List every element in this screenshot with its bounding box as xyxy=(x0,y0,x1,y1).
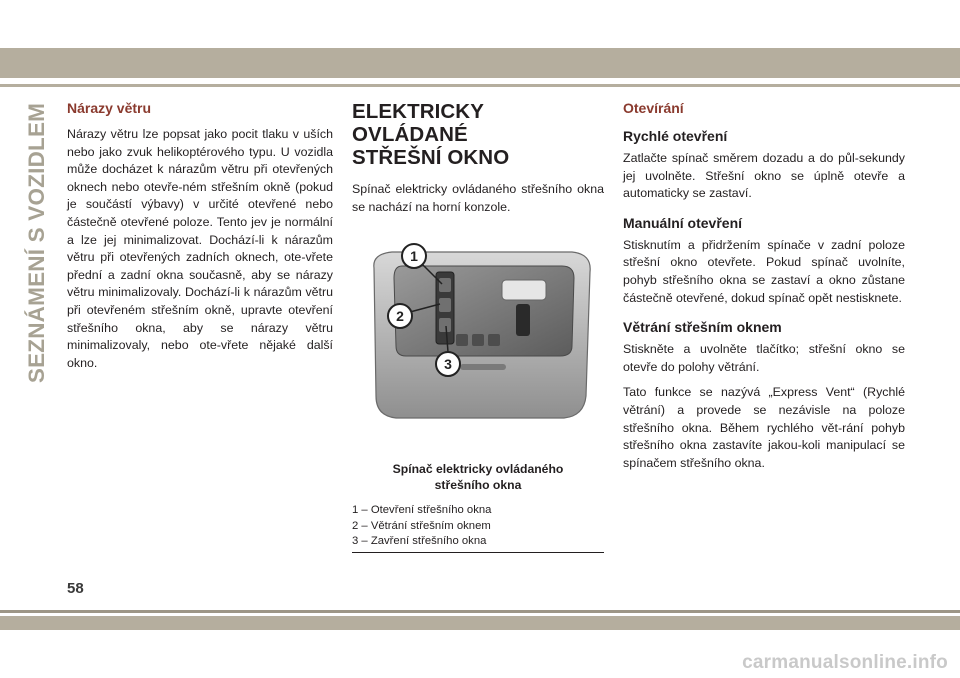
figure-legend-item: 2 – Větrání střešním oknem xyxy=(352,519,491,532)
section-side-label xyxy=(24,98,50,388)
column-opening xyxy=(623,100,905,480)
sunroof-heading-line1: ELEKTRICKY OVLÁDANÉ xyxy=(352,100,484,146)
express-open-title: Rychlé otevření xyxy=(623,128,728,144)
figure-legend-item: 3 – Zavření střešního okna xyxy=(352,535,487,548)
figure-caption-line2: střešního okna xyxy=(434,477,522,492)
opening-heading: Otevírání xyxy=(623,100,684,116)
callout-1-label: 1 xyxy=(410,248,418,265)
sunroof-switch-figure xyxy=(352,236,604,436)
figure-legend-item: 1 – Otevření střešního okna xyxy=(352,504,492,517)
sunroof-open-switch xyxy=(439,278,451,292)
sunroof-intro-paragraph: Spínač elektricky ovládaného střešního okna se nachází na horní konzole. xyxy=(352,182,604,214)
vent-title: Větrání střešním oknem xyxy=(623,319,782,336)
legend-rule xyxy=(352,552,604,553)
callout-3-label: 3 xyxy=(444,356,452,373)
column-wind-buffeting xyxy=(67,100,333,380)
manual-open-title: Manuální otevření xyxy=(623,214,743,231)
footer-band xyxy=(0,616,960,630)
overhead-console-illustration xyxy=(352,236,604,436)
column-power-sunroof xyxy=(352,100,604,553)
sunroof-vent-switch xyxy=(439,298,451,312)
wind-buffeting-paragraph: Nárazy větru lze popsat jako pocit tlaku v uších nebo jako zvuk helikoptérového typu. U vozidla může docházet k nárazům větru při otevřených oknech nebo otevře-ném střešním okně (pokud je součástí výbavy) v určité otevřené nebo částečně otevřené poloze. Tento jev je normální a lze jej minimalizovat. Dochází-li k nárazům větru při otevřených zadních oknech, ote-vřete přední a zadní okna současně, aby se nárazy větru minimalizovaly. Dochází-li k nárazům větru při otevřeném střešním okně, upravte otevření střešního okna, aby se nárazy větru minimalizovaly, nebo ote-vřete nějaké další okno. xyxy=(67,127,333,370)
sensor-slot xyxy=(516,304,530,336)
lamp-lens xyxy=(502,280,546,300)
console-button xyxy=(488,334,500,346)
compartment-latch xyxy=(460,364,506,370)
header-band xyxy=(0,48,960,78)
vent-paragraph: Stiskněte a uvolněte tlačítko; střešní okno se otevře do polohy větrání. xyxy=(623,342,905,374)
side-label-text: SEZNÁMENÍ S VOZIDLEM xyxy=(24,102,50,384)
sunroof-heading xyxy=(352,100,604,169)
sunroof-close-switch xyxy=(439,318,451,332)
figure-caption xyxy=(352,462,604,493)
express-open-paragraph: Zatlačte spínač směrem dozadu a do půl-sekundy jej uvolněte. Střešní okno se úplně otevře a automaticky se zastaví. xyxy=(623,151,905,201)
watermark: carmanualsonline.info xyxy=(742,652,948,673)
manual-open-paragraph: Stisknutím a přidržením spínače v zadní poloze střešní okno otevřete. Pokud spínač uvolníte, pohyb střešního okna se zastaví a okno zůstane částečně otevřené, dokud spínač opět nestisknete. xyxy=(623,237,905,305)
console-button xyxy=(472,334,484,346)
express-vent-paragraph: Tato funkce se nazývá „Express Vent“ (Rychlé větrání) a provede se nezávisle na poloze střešního okna. Během rychlého vět-rání pohyb střešního okna zastavíte jakou-koli manipulací se spínačem střešního okna. xyxy=(623,385,905,470)
sunroof-heading-line2: STŘEŠNÍ OKNO xyxy=(352,146,510,169)
figure-caption-line1: Spínač elektricky ovládaného xyxy=(392,462,564,477)
header-rule xyxy=(0,84,960,87)
console-button xyxy=(456,334,468,346)
footer-rule xyxy=(0,610,960,613)
callout-2-label: 2 xyxy=(396,308,404,325)
page-number: 58 xyxy=(67,580,84,597)
wind-buffeting-heading: Nárazy větru xyxy=(67,100,152,116)
